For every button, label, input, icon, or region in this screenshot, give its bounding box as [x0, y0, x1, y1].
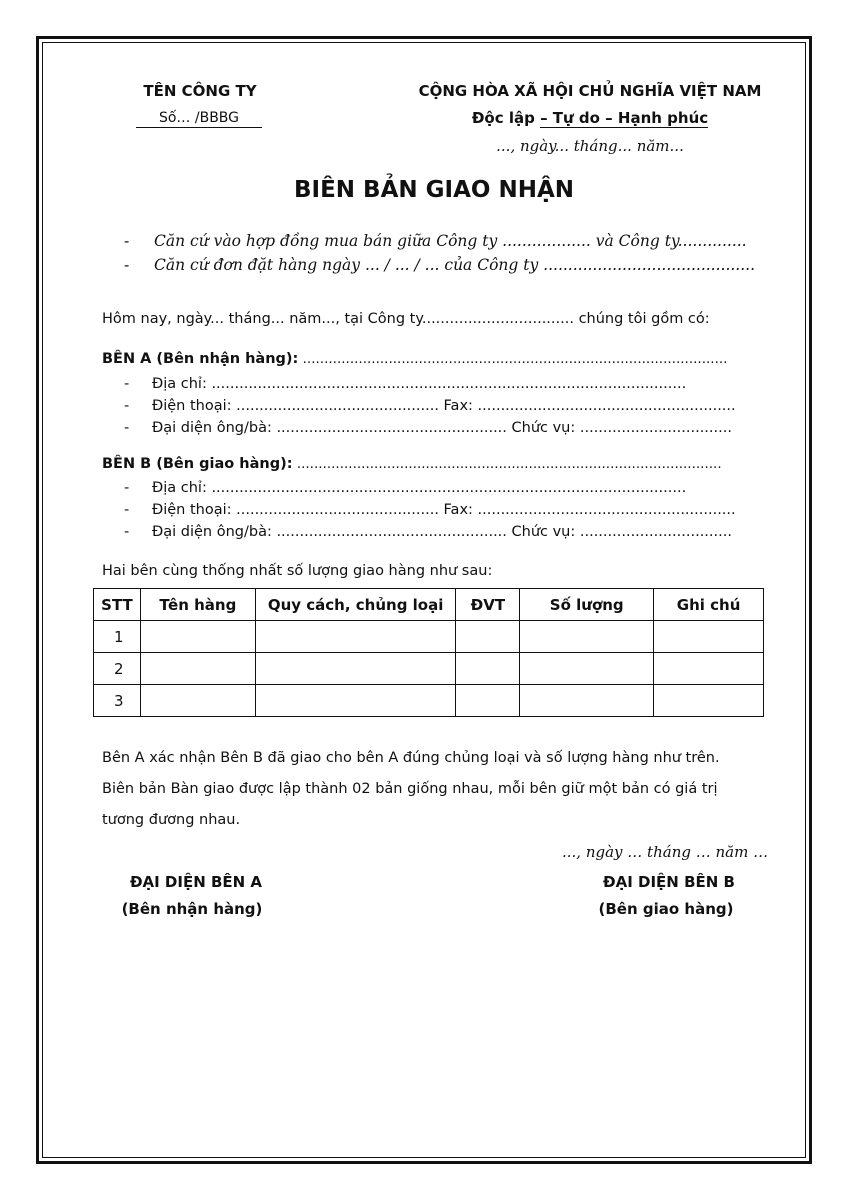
- list-dash: -: [124, 524, 130, 540]
- table-cell: [456, 653, 520, 685]
- signing-date: ..., ngày … tháng … năm …: [562, 843, 769, 861]
- basis-text: Căn cứ vào hợp đồng mua bán giữa Công ty .................. và Công ty..............: [154, 232, 747, 250]
- field-text: Địa chỉ: .......................................................................................................: [152, 480, 687, 496]
- table-cell: [140, 653, 255, 685]
- national-motto: [360, 109, 820, 127]
- intro-line: Hôm nay, ngày... tháng... năm..., tại Công ty................................. chúng tôi gồm có:: [102, 311, 710, 327]
- party-b-label: BÊN B (Bên giao hàng):: [102, 456, 293, 472]
- signature-a-subtitle: (Bên nhận hàng): [121, 900, 263, 918]
- party-b-representative: [124, 524, 732, 540]
- signature-a-title: ĐẠI DIỆN BÊN A: [129, 873, 263, 891]
- basis-dash: -: [124, 256, 130, 274]
- col-stt: STT: [94, 589, 141, 621]
- company-name: TÊN CÔNG TY: [143, 82, 257, 100]
- table-cell: [255, 685, 456, 717]
- col-quantity: Số lượng: [520, 589, 654, 621]
- party-a-phone: [124, 398, 736, 414]
- field-text: Điện thoại: ............................................ Fax: ........................................................: [152, 398, 736, 414]
- table-cell: [140, 621, 255, 653]
- closing-line-2: Biên bản Bàn giao được lập thành 02 bản giống nhau, mỗi bên giữ một bản có giá trị: [102, 781, 718, 797]
- table-cell: [654, 685, 764, 717]
- party-b-heading: [102, 456, 722, 472]
- document-title: BIÊN BẢN GIAO NHẬN: [294, 177, 574, 203]
- table-cell: [456, 621, 520, 653]
- field-text: Địa chỉ: .......................................................................................................: [152, 376, 687, 392]
- header-date: ..., ngày... tháng... năm...: [496, 137, 684, 155]
- table-row: [94, 653, 764, 685]
- table-row: [94, 621, 764, 653]
- list-dash: -: [124, 376, 130, 392]
- party-a-representative: [124, 420, 732, 436]
- closing-line-3: tương đương nhau.: [102, 812, 241, 828]
- table-header-row: [94, 589, 764, 621]
- national-title: CỘNG HÒA XÃ HỘI CHỦ NGHĨA VIỆT NAM: [418, 82, 762, 100]
- basis-line-2: [124, 256, 755, 274]
- col-notes: Ghi chú: [654, 589, 764, 621]
- table-cell: [520, 653, 654, 685]
- list-dash: -: [124, 502, 130, 518]
- closing-line-1: Bên A xác nhận Bên B đã giao cho bên A đúng chủng loại và số lượng hàng như trên.: [102, 750, 720, 766]
- list-dash: -: [124, 398, 130, 414]
- party-a-dots: ...................................................................................................: [298, 351, 728, 367]
- table-cell: [456, 685, 520, 717]
- col-unit: ĐVT: [456, 589, 520, 621]
- list-dash: -: [124, 480, 130, 496]
- document-number: Số… /BBBG: [136, 110, 262, 128]
- motto-part-2: – Tự do – Hạnh phúc: [540, 109, 709, 127]
- table-cell: [255, 653, 456, 685]
- row-number: 1: [94, 621, 141, 653]
- field-text: Điện thoại: ............................................ Fax: ........................................................: [152, 502, 736, 518]
- basis-dash: -: [124, 232, 130, 250]
- motto-part-1: Độc lập: [471, 109, 541, 127]
- agreement-line: Hai bên cùng thống nhất số lượng giao hàng như sau:: [102, 563, 493, 579]
- party-b-phone: [124, 502, 736, 518]
- basis-line-1: [124, 232, 747, 250]
- party-b-address: [124, 480, 686, 496]
- party-a-label: BÊN A (Bên nhận hàng):: [102, 351, 299, 367]
- signature-b-title: ĐẠI DIỆN BÊN B: [603, 873, 735, 891]
- table-cell: [654, 653, 764, 685]
- list-dash: -: [124, 420, 130, 436]
- table-row: [94, 685, 764, 717]
- table-cell: [255, 621, 456, 653]
- basis-text: Căn cứ đơn đặt hàng ngày ... / ... / ... của Công ty ...........................................: [154, 256, 756, 274]
- party-a-heading: [102, 351, 727, 367]
- col-specification: Quy cách, chủng loại: [255, 589, 456, 621]
- field-text: Đại diện ông/bà: .................................................. Chức vụ: .................................: [152, 420, 732, 436]
- goods-table: [93, 588, 764, 717]
- col-product-name: Tên hàng: [140, 589, 255, 621]
- signature-b-subtitle: (Bên giao hàng): [598, 900, 734, 918]
- row-number: 2: [94, 653, 141, 685]
- table-cell: [140, 685, 255, 717]
- table-cell: [520, 685, 654, 717]
- table-cell: [654, 621, 764, 653]
- table-cell: [520, 621, 654, 653]
- row-number: 3: [94, 685, 141, 717]
- party-b-dots: ...................................................................................................: [292, 456, 722, 472]
- party-a-address: [124, 376, 686, 392]
- field-text: Đại diện ông/bà: .................................................. Chức vụ: .................................: [152, 524, 732, 540]
